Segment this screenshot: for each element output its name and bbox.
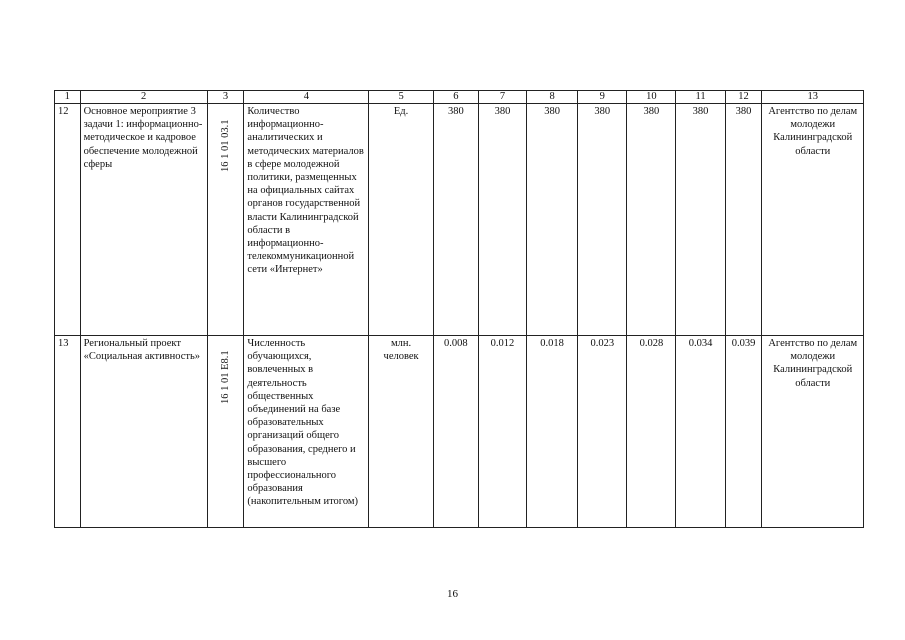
indicator-name: Численность обучающихся, вовлеченных в деятельность общественных объединений на базе образовательных организаций общего образования, среднего и высшего профессионального образования (накопительным итогом)	[244, 336, 369, 528]
budget-code: 16 1 01 E8.1	[220, 350, 232, 404]
budget-code-cell	[207, 104, 244, 336]
value-cell: 0.018	[527, 336, 578, 528]
value-cell: 380	[433, 104, 478, 336]
header-cell: 6	[433, 91, 478, 104]
indicators-table	[54, 90, 864, 528]
value-cell: 0.008	[433, 336, 478, 528]
value-cell: 0.039	[725, 336, 762, 528]
header-cell: 7	[478, 91, 526, 104]
value-cell: 0.034	[676, 336, 725, 528]
budget-code: 16 1 01 03.1	[220, 119, 232, 172]
page-number: 16	[447, 588, 458, 600]
table-row	[55, 104, 864, 336]
value-cell: 380	[578, 104, 627, 336]
header-cell: 2	[80, 91, 207, 104]
row-number: 12	[55, 104, 81, 336]
header-cell: 9	[578, 91, 627, 104]
value-cell: 380	[527, 104, 578, 336]
responsible-agency: Агентство по делам молодежи Калининградской области	[762, 104, 864, 336]
table-row	[55, 336, 864, 528]
value-cell: 380	[627, 104, 676, 336]
table-header-row	[55, 91, 864, 104]
header-cell: 8	[527, 91, 578, 104]
value-cell: 380	[478, 104, 526, 336]
header-cell: 4	[244, 91, 369, 104]
value-cell: 0.023	[578, 336, 627, 528]
activity-name: Основное мероприятие 3 задачи 1: информационно-методическое и кадровое обеспечение молодежной сферы	[80, 104, 207, 336]
header-cell: 5	[369, 91, 434, 104]
header-cell: 1	[55, 91, 81, 104]
header-cell: 12	[725, 91, 762, 104]
row-number: 13	[55, 336, 81, 528]
value-cell: 0.012	[478, 336, 526, 528]
budget-code-cell	[207, 336, 244, 528]
value-cell: 380	[725, 104, 762, 336]
indicator-name: Количество информационно-аналитических и методических материалов в сфере молодежной политики, размещенных на официальных сайтах органов государственной власти Калининградской области в информационно-телекоммуникационной сети «Интернет»	[244, 104, 369, 336]
header-cell: 11	[676, 91, 725, 104]
header-cell: 10	[627, 91, 676, 104]
unit: Ед.	[369, 104, 434, 336]
value-cell: 380	[676, 104, 725, 336]
value-cell: 0.028	[627, 336, 676, 528]
unit: млн. человек	[369, 336, 434, 528]
activity-name: Региональный проект «Социальная активность»	[80, 336, 207, 528]
header-cell: 3	[207, 91, 244, 104]
header-cell: 13	[762, 91, 864, 104]
responsible-agency: Агентство по делам молодежи Калининградской области	[762, 336, 864, 528]
